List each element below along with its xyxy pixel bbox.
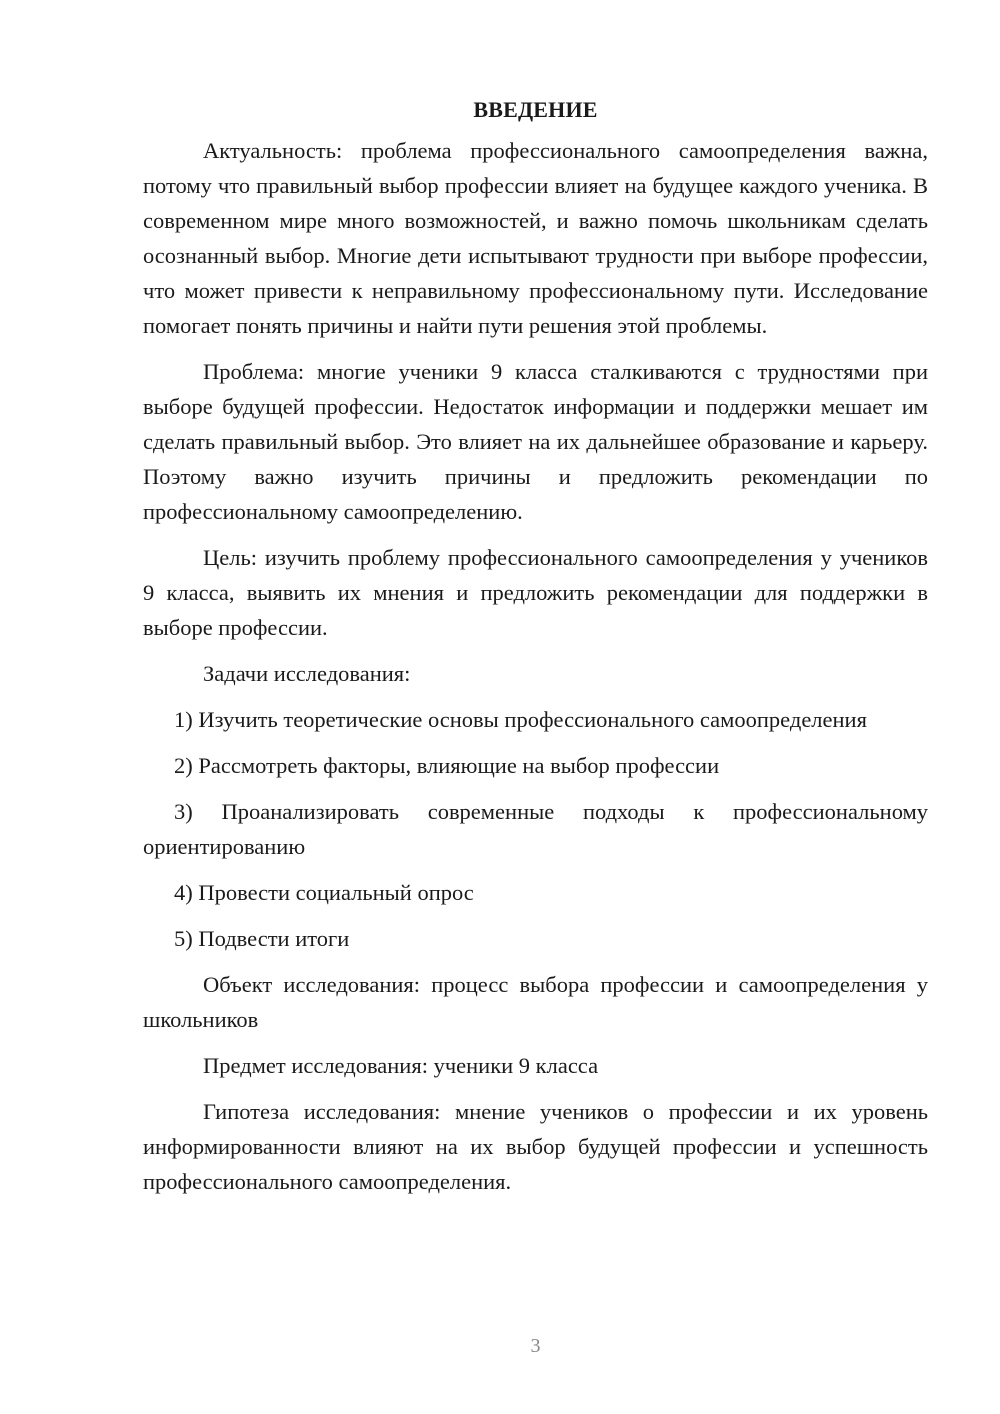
relevance-paragraph: Актуальность: проблема профессионального самоопределения важна, потому что правильный выбор профессии влияет на будущее каждого ученика. В современном мире много возможностей, и важно помочь школьникам сделать осознанный выбор. Многие дети испытывают трудности при выборе профессии, что может привести к неправильному профессиональному пути. Исследование помогает понять причины и найти пути решения этой проблемы. bbox=[143, 138, 928, 338]
research-subject-paragraph: Предмет исследования: ученики 9 класса bbox=[203, 1053, 599, 1078]
document-page bbox=[143, 95, 928, 1199]
goal-paragraph: Цель: изучить проблему профессионального самоопределения у учеников 9 класса, выявить их мнения и предложить рекомендации для поддержки в выборе профессии. bbox=[143, 545, 928, 640]
research-object-paragraph: Объект исследования: процесс выбора профессии и самоопределения у школьников bbox=[143, 972, 928, 1032]
task-item: 1) Изучить теоретические основы профессионального самоопределения bbox=[174, 707, 867, 732]
task-item: 5) Подвести итоги bbox=[174, 926, 350, 951]
tasks-title: Задачи исследования: bbox=[203, 661, 411, 686]
research-hypothesis-paragraph: Гипотеза исследования: мнение учеников о профессии и их уровень информированности влияют на их выбор будущей профессии и успешность профессионального самоопределения. bbox=[143, 1099, 928, 1194]
page-number: 3 bbox=[530, 1335, 541, 1357]
problem-paragraph: Проблема: многие ученики 9 класса сталкиваются с трудностями при выборе будущей профессии. Недостаток информации и поддержки мешает им сделать правильный выбор. Это влияет на их дальнейшее образование и карьеру. Поэтому важно изучить причины и предложить рекомендации по профессиональному самоопределению. bbox=[143, 359, 928, 524]
task-item: 4) Провести социальный опрос bbox=[174, 880, 474, 905]
section-title: ВВЕДЕНИЕ bbox=[473, 97, 598, 122]
task-item: 2) Рассмотреть факторы, влияющие на выбор профессии bbox=[174, 753, 720, 778]
task-item: 3) Проанализировать современные подходы к профессиональному ориентированию bbox=[143, 799, 928, 859]
